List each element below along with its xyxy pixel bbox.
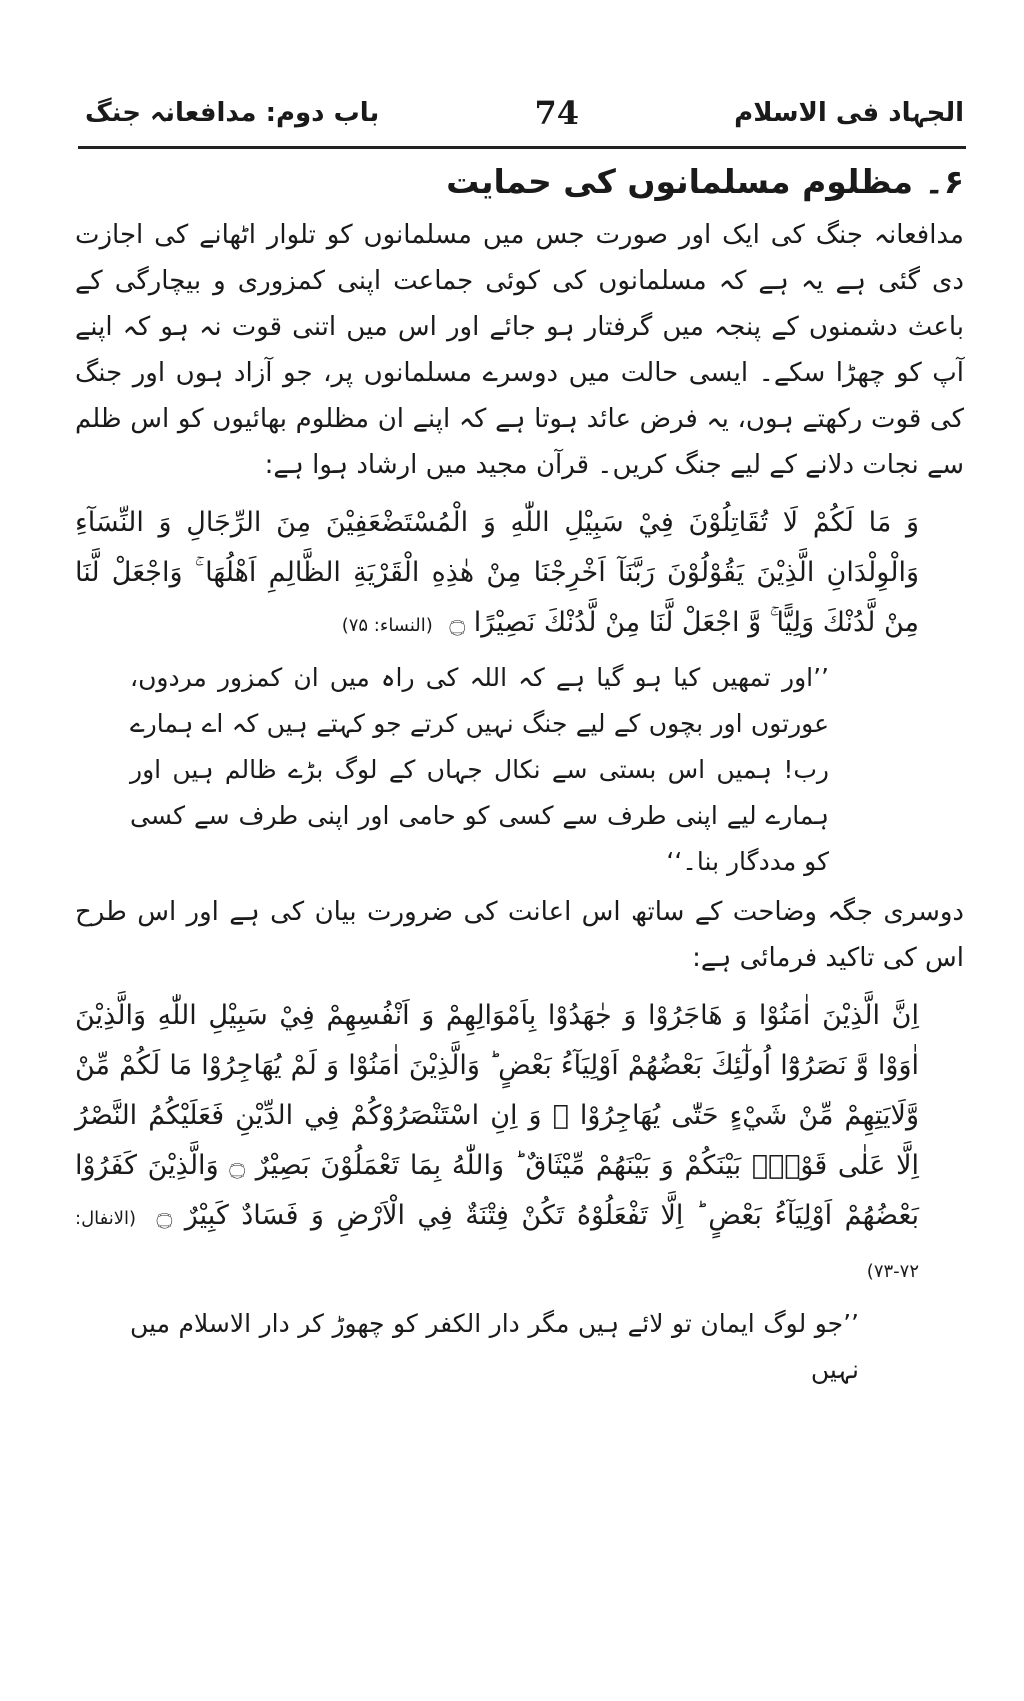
paragraph-intro: مدافعانہ جنگ کی ایک اور صورت جس میں مسلمانوں کو تلوار اٹھانے کی اجازت دی گئی ہے یہ ہے کہ مسلمانوں کی کوئی جماعت اپنی کمزوری و بیچارگی کے باعث دشمنوں کے پنجہ میں گرفتار ہو جائے اور اس میں اتنی قوت نہ ہو کہ اپنے آپ کو چھڑا سکے۔ ایسی حالت میں دوسرے مسلمانوں پر، جو آزاد ہوں اور جنگ کی قوت رکھتے ہوں، یہ فرض عائد ہوتا ہے کہ اپنے ان مظلوم بھائیوں کو اس ظلم سے نجات دلانے کے لیے جنگ کریں۔ قرآن مجید میں ارشاد ہوا ہے:	[75, 220, 964, 480]
verse-translation-continued: ’’جو لوگ ایمان تو لائے ہیں مگر دار الکفر کو چھوڑ کر دار الاسلام میں نہیں	[130, 1309, 859, 1384]
verse-reference: (الانفال: ۷۲-۷۳)	[75, 1208, 919, 1282]
verse-translation: ’’اور تمھیں کیا ہو گیا ہے کہ اللہ کی راہ میں ان کمزور مردوں، عورتوں اور بچوں کے لیے جنگ نہیں کرتے جو کہتے ہیں کہ اے ہمارے رب! ہمیں اس بستی سے نکال جہاں کے لوگ بڑے ظالم ہیں اور ہمارے لیے اپنی طرف سے کسی کو حامی اور اپنی طرف سے کسی کو مددگار بنا۔‘‘	[130, 663, 829, 876]
chapter-title: باب دوم: مدافعانہ جنگ	[85, 98, 380, 128]
verse-text: اِنَّ الَّذِيْنَ اٰمَنُوْا وَ هَاجَرُوْا وَ جٰهَدُوْا بِاَمْوَالِهِمْ وَ اَنْفُسِهِمْ فِيْ سَبِيْلِ اللّٰهِ وَالَّذِيْنَ اٰوَوْا وَّ نَصَرُوْٓا اُولٰٓئِكَ بَعْضُهُمْ اَوْلِيَآءُ بَعْضٍ ؕ وَالَّذِيْنَ اٰمَنُوْا وَ لَمْ يُهَاجِرُوْا مَا لَكُمْ مِّنْ وَّلَايَتِهِمْ مِّنْ شَيْءٍ حَتّٰى يُهَاجِرُوْا ۚ وَ اِنِ اسْتَنْصَرُوْكُمْ فِي الدِّيْنِ فَعَلَيْكُمُ النَّصْرُ اِلَّا عَلٰى قَوْمٍۭ بَيْنَكُمْ وَ بَيْنَهُمْ مِّيْثَاقٌ ؕ وَاللّٰهُ بِمَا تَعْمَلُوْنَ بَصِيْرٌ ۝ وَالَّذِيْنَ كَفَرُوْا بَعْضُهُمْ اَوْلِيَآءُ بَعْضٍ ؕ اِلَّا تَفْعَلُوْهُ تَكُنْ فِتْنَةٌ فِي الْاَرْضِ وَ فَسَادٌ كَبِيْرٌ ۝	[75, 1000, 919, 1231]
section-heading: ۶۔ مظلوم مسلمانوں کی حمایت	[446, 162, 964, 201]
page-body	[75, 150, 964, 1393]
header-divider	[78, 146, 966, 149]
verse-text: وَ مَا لَكُمْ لَا تُقَاتِلُوْنَ فِيْ سَبِيْلِ اللّٰهِ وَ الْمُسْتَضْعَفِيْنَ مِنَ الرِّجَالِ وَ النِّسَآءِ وَالْوِلْدَانِ الَّذِيْنَ يَقُوْلُوْنَ رَبَّنَآ اَخْرِجْنَا مِنْ هٰذِهِ الْقَرْيَةِ الظَّالِمِ اَهْلُهَا ۚ وَاجْعَلْ لَّنَا مِنْ لَّدُنْكَ وَلِيًّا ۚ وَّ اجْعَلْ لَّنَا مِنْ لَّدُنْكَ نَصِيْرًا ۝	[75, 507, 920, 638]
verse-reference: (النساء: ۷۵)	[341, 615, 433, 636]
page-number: 74	[534, 94, 579, 132]
page-header	[85, 88, 964, 138]
paragraph-second: دوسری جگہ وضاحت کے ساتھ اس اعانت کی ضرورت بیان کی ہے اور اس طرح اس کی تاکید فرمائی ہے:	[75, 897, 964, 973]
book-title: الجہاد فی الاسلام	[734, 98, 964, 128]
quran-verse-nisa	[75, 498, 919, 651]
quran-verse-anfal	[75, 991, 919, 1297]
